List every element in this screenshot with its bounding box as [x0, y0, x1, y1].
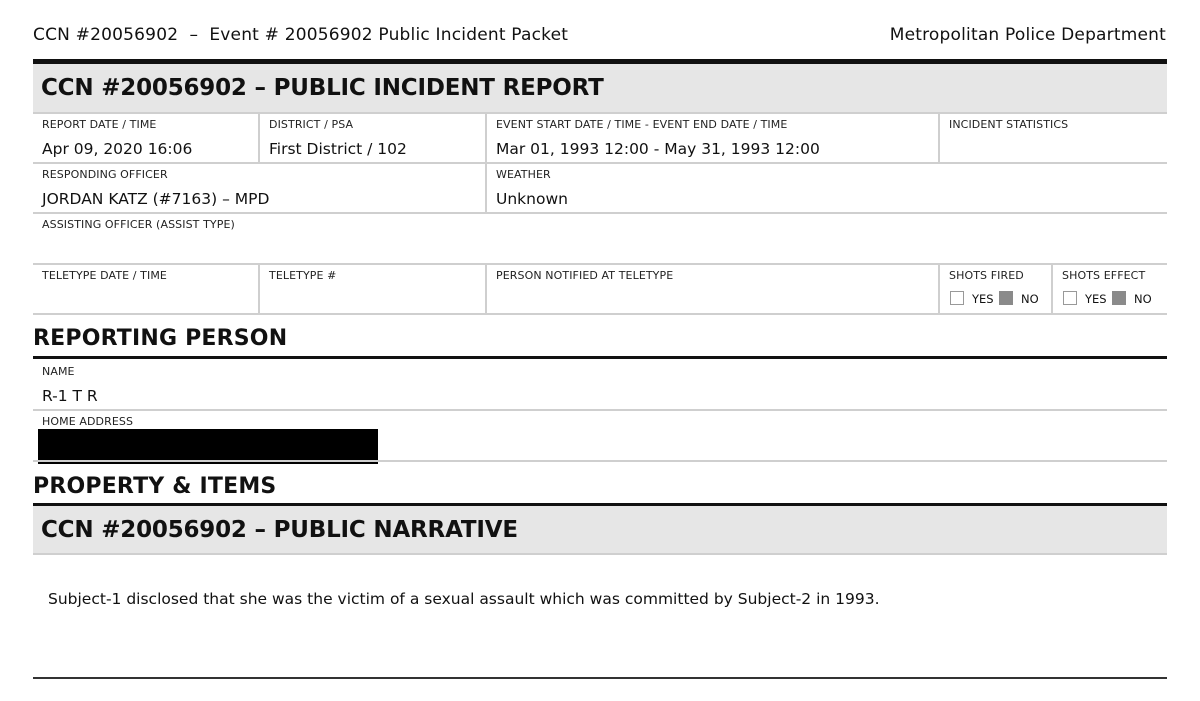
divider — [33, 162, 1167, 164]
reporting-person-title: REPORTING PERSON — [33, 326, 288, 351]
section-rule — [33, 356, 1167, 359]
shots-fired-no-checkbox[interactable] — [999, 291, 1013, 305]
divider — [33, 212, 1167, 214]
teletype-date-label: TELETYPE DATE / TIME — [42, 269, 167, 282]
district-label: DISTRICT / PSA — [269, 118, 354, 131]
event-date-value: Mar 01, 1993 12:00 - May 31, 1993 12:00 — [496, 140, 820, 158]
incident-statistics-label: INCIDENT STATISTICS — [949, 118, 1069, 131]
redaction-block — [38, 429, 378, 464]
district-value: First District / 102 — [269, 140, 407, 158]
report-date-label: REPORT DATE / TIME — [42, 118, 157, 131]
col-divider — [258, 263, 260, 314]
col-divider — [485, 162, 487, 213]
responding-officer-value: JORDAN KATZ (#7163) – MPD — [42, 190, 270, 208]
divider — [33, 460, 1167, 462]
divider — [33, 313, 1167, 315]
col-divider — [485, 263, 487, 314]
assisting-officer-label: ASSISTING OFFICER (ASSIST TYPE) — [42, 218, 235, 231]
col-divider — [1051, 263, 1053, 314]
shots-effect-no-checkbox[interactable] — [1112, 291, 1126, 305]
divider — [33, 409, 1167, 411]
shots-fired-label: SHOTS FIRED — [949, 269, 1024, 282]
name-label: NAME — [42, 365, 75, 378]
incident-report-title: CCN #20056902 – PUBLIC INCIDENT REPORT — [41, 75, 604, 101]
shots-fired-yes-checkbox[interactable] — [950, 291, 964, 305]
col-divider — [258, 112, 260, 163]
incident-report-band — [33, 64, 1167, 112]
shots-effect-label: SHOTS EFFECT — [1062, 269, 1146, 282]
property-items-title: PROPERTY & ITEMS — [33, 474, 277, 499]
teletype-number-label: TELETYPE # — [269, 269, 337, 282]
weather-value: Unknown — [496, 190, 568, 208]
footer-rule — [33, 677, 1167, 679]
shots-effect-yes-label: YES — [1085, 292, 1107, 306]
divider — [33, 553, 1167, 555]
narrative-band — [33, 506, 1167, 553]
narrative-text: Subject-1 disclosed that she was the victim of a sexual assault which was committed by Subject-2 in 1993. — [48, 590, 880, 608]
packet-title: CCN #20056902 – Event # 20056902 Public Incident Packet — [33, 25, 569, 45]
shots-fired-yes-label: YES — [972, 292, 994, 306]
shots-effect-yes-checkbox[interactable] — [1063, 291, 1077, 305]
col-divider — [485, 112, 487, 163]
divider — [33, 112, 1167, 114]
event-date-label: EVENT START DATE / TIME - EVENT END DATE / TIME — [496, 118, 788, 131]
person-notified-label: PERSON NOTIFIED AT TELETYPE — [496, 269, 674, 282]
narrative-title: CCN #20056902 – PUBLIC NARRATIVE — [41, 517, 518, 543]
col-divider — [938, 112, 940, 163]
weather-label: WEATHER — [496, 168, 551, 181]
home-address-label: HOME ADDRESS — [42, 415, 134, 428]
report-date-value: Apr 09, 2020 16:06 — [42, 140, 193, 158]
col-divider — [938, 263, 940, 314]
shots-effect-no-label: NO — [1134, 292, 1152, 306]
name-value: R-1 T R — [42, 387, 98, 405]
department-name: Metropolitan Police Department — [889, 25, 1166, 45]
shots-fired-no-label: NO — [1021, 292, 1039, 306]
divider — [33, 263, 1167, 265]
responding-officer-label: RESPONDING OFFICER — [42, 168, 168, 181]
